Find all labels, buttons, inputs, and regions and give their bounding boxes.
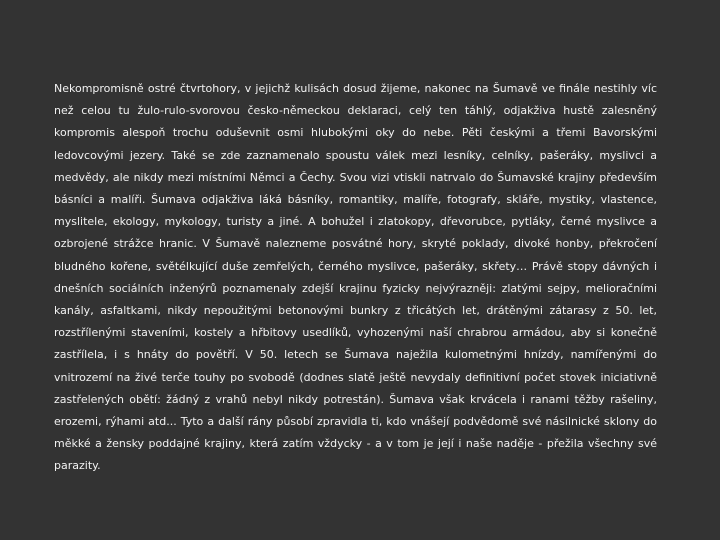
text-block xyxy=(54,78,657,478)
body-paragraph: Nekompromisně ostré čtvrtohory, v jejichž kulisách dosud žijeme, nakonec na Šumavě ve finále nestihly víc než celou tu žulo-rulo-svorovou česko-německou deklaraci, celý ten táhlý, odjakživa hustě zalesněný kompromis alespoň trochu oduševnit osmi hlubokými oky do nebe. Pěti českými a třemi Bavorskými ledovcovými jezery. Také se zde zaznamenalo spoustu válek mezi lesníky, celníky, pašeráky, myslivci a medvědy, ale nikdy mezi místními Němci a Čechy. Svou vizi vtiskli natrvalo do Šumavské krajiny především básníci a malíři. Šumava odjakživa láká básníky, romantiky, malíře, fotografy, skláře, mystiky, vlastence, myslitele, ekology, mykology, turisty a jiné. A bohužel i zlatokopy, dřevorubce, pytláky, černé myslivce a ozbrojené strážce hranic. V Šumavě nalezneme posvátné hory, skryté poklady, divoké honby, překročení bludného kořene, světélkující duše zemřelých, černého myslivce, pašeráky, skřety… Právě stopy dávných i dnešních sociálních inženýrů poznamenaly zdejší krajinu fyzicky nejvýrazněji: zlatými sejpy, melioračními kanály, asfaltkami, nikdy nepoužitými betonovými bunkry z třicátých let, drátěnými zátarasy z 50. let, rozstřílenými staveními, kostely a hřbitovy usedlíků, vyhozenými naší chrabrou armádou, aby si konečně zastřílela, i s hnáty do povětří. V 50. letech se Šumava naježila kulometnými hnízdy, namířenými do vnitrozemí na živé terče touhy po svobodě (dodnes slatě ještě nevydaly definitivní počet stovek iniciativně zastřelených obětí: žádný z vrahů nebyl nikdy potrestán). Šumava však krvácela i ranami těžby rašeliny, erozemi, rýhami atd... Tyto a další rány působí zpravidla ti, kdo vnášejí podvědomě své násilnické sklony do měkké a žensky poddajné krajiny, která zatím vždycky - a v tom je její i naše naděje - přežila všechny své parazity. xyxy=(54,82,657,473)
